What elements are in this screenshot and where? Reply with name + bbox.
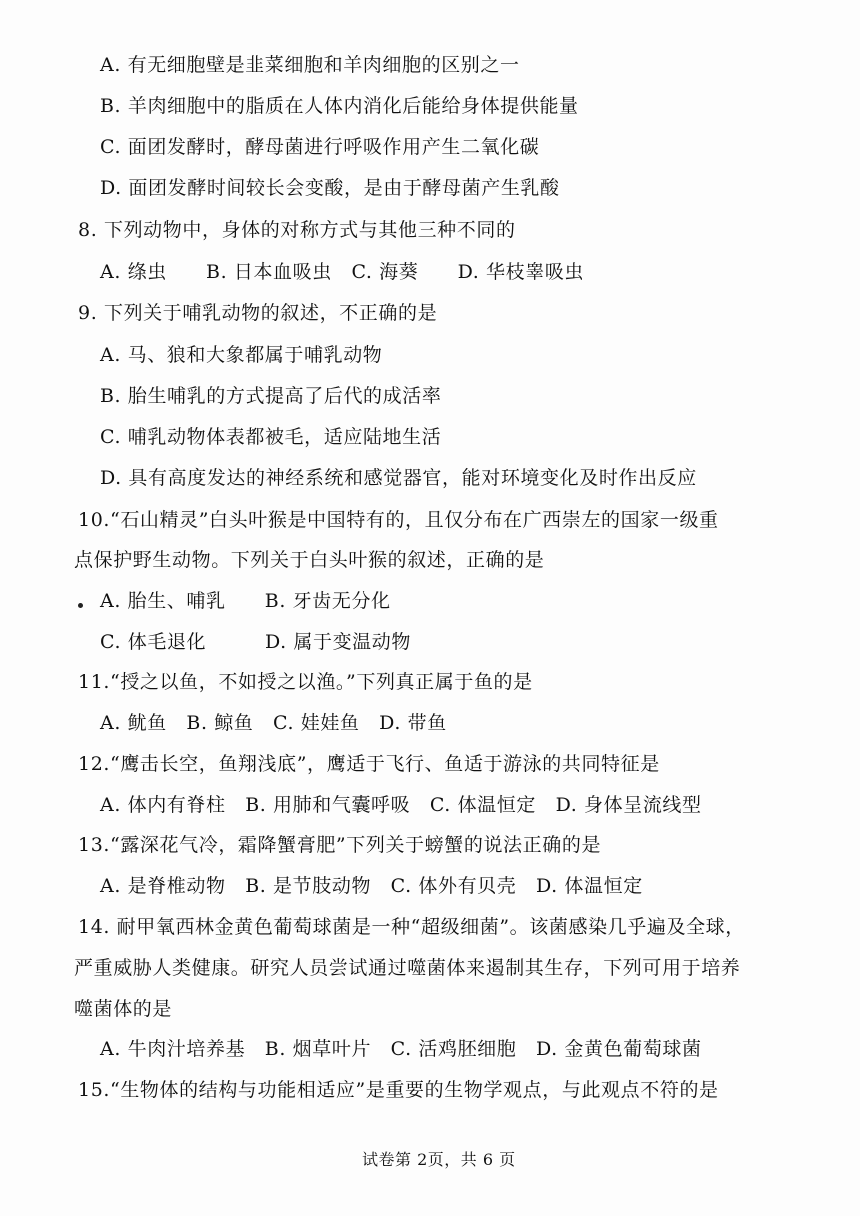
question-14-line-2: 严重威胁人类健康。研究人员尝试通过噬菌体来遏制其生存，下列可用于培养 — [74, 957, 741, 979]
question-10-line-2: 点保护野生动物。下列关于白头叶猴的叙述，正确的是 — [74, 549, 545, 571]
question-14-line-1: 14. 耐甲氧西林金黄色葡萄球菌是一种“超级细菌”。该菌感染几乎遍及全球， — [78, 916, 745, 938]
ink-dot — [78, 603, 83, 608]
options-10-row-2: C. 体毛退化 D. 属于变温动物 — [100, 631, 411, 653]
options-13: A. 是脊椎动物 B. 是节肢动物 C. 体外有贝壳 D. 体温恒定 — [100, 875, 643, 897]
option-9c: C. 哺乳动物体表都被毛，适应陆地生活 — [100, 426, 442, 448]
option-7c: C. 面团发酵时，酵母菌进行呼吸作用产生二氧化碳 — [100, 136, 540, 158]
question-14-line-3: 噬菌体的是 — [74, 998, 173, 1020]
question-12: 12.“鹰击长空，鱼翔浅底”，鹰适于飞行、鱼适于游泳的共同特征是 — [78, 753, 660, 775]
options-10-row-1: A. 胎生、哺乳 B. 牙齿无分化 — [100, 590, 391, 612]
option-9a: A. 马、狼和大象都属于哺乳动物 — [100, 344, 383, 366]
option-9d: D. 具有高度发达的神经系统和感觉器官，能对环境变化及时作出反应 — [100, 467, 697, 489]
option-9b: B. 胎生哺乳的方式提高了后代的成活率 — [100, 385, 442, 407]
options-8: A. 绦虫 B. 日本血吸虫 C. 海葵 D. 华枝睾吸虫 — [100, 261, 585, 283]
options-11: A. 鱿鱼 B. 鲸鱼 C. 娃娃鱼 D. 带鱼 — [100, 712, 447, 734]
question-10-line-1: 10.“石山精灵”白头叶猴是中国特有的，且仅分布在广西崇左的国家一级重 — [78, 509, 719, 531]
question-15: 15.“生物体的结构与功能相适应”是重要的生物学观点，与此观点不符的是 — [78, 1079, 719, 1101]
question-11: 11.“授之以鱼，不如授之以渔。”下列真正属于鱼的是 — [78, 671, 533, 693]
option-7a: A. 有无细胞壁是韭菜细胞和羊肉细胞的区别之一 — [100, 54, 520, 76]
option-7d: D. 面团发酵时间较长会变酸，是由于酵母菌产生乳酸 — [100, 177, 560, 199]
question-9: 9. 下列关于哺乳动物的叙述，不正确的是 — [78, 302, 438, 324]
page-footer: 试卷第 2页，共 6 页 — [362, 1150, 516, 1169]
options-12: A. 体内有脊柱 B. 用肺和气囊呼吸 C. 体温恒定 D. 身体呈流线型 — [100, 794, 702, 816]
options-14: A. 牛肉汁培养基 B. 烟草叶片 C. 活鸡胚细胞 D. 金黄色葡萄球菌 — [100, 1038, 702, 1060]
question-13: 13.“露深花气冷，霜降蟹膏肥”下列关于螃蟹的说法正确的是 — [78, 834, 602, 856]
option-7b: B. 羊肉细胞中的脂质在人体内消化后能给身体提供能量 — [100, 95, 579, 117]
question-8: 8. 下列动物中，身体的对称方式与其他三种不同的 — [78, 219, 516, 241]
